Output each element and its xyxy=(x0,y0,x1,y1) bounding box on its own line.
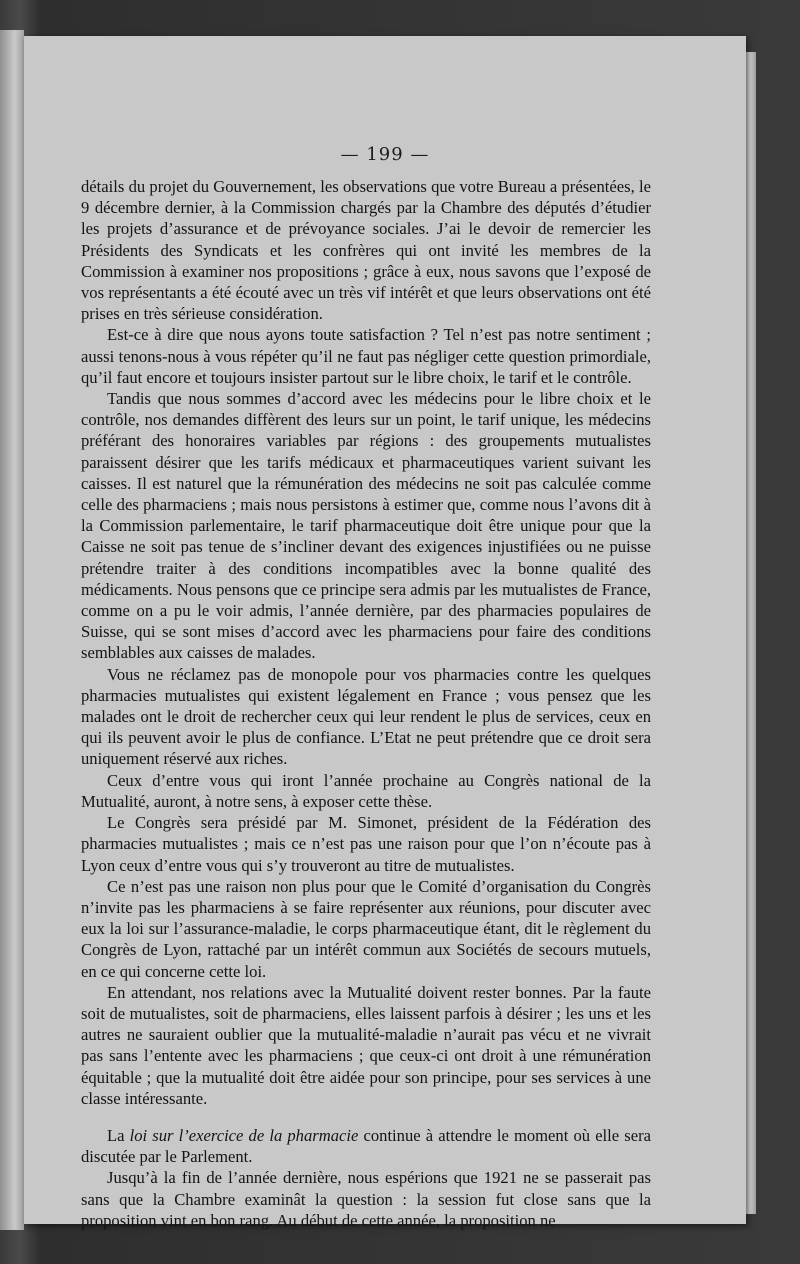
law-title-italic: loi sur l’exercice de la pharmacie xyxy=(129,1125,359,1145)
text-run: continue à attendre le moment où elle sera discutée par le Parlement. xyxy=(81,1125,651,1167)
paragraph: détails du projet du Gouvernement, les observations que votre Bureau a présentées, le 9 décembre dernier, à la Commission chargés par la Chambre des députés d’étudier les projets d’assurance et de prévoyance sociales. J’ai le devoir de remercier les Présidents des Syndicats et les confrères qui ont invité les membres de la Commission à examiner nos propositions ; grâce à eux, nous savons que l’exposé de vos représentants a été écouté avec un très vif intérêt et que leurs observations ont été prises en très sérieuse considération. xyxy=(81,177,651,324)
paragraph: Ce n’est pas une raison non plus pour que le Comité d’organisation du Congrès n’invite pas les pharmaciens à se faire représenter aux réunions, pour discuter avec eux la loi sur l’assurance-maladie, le corps pharmaceutique étant, dit le règlement du Congrès de Lyon, rattaché par un intérêt commun aux Sociétés de secours mutuels, en ce qui concerne cette loi. xyxy=(81,876,651,981)
facing-page-edge xyxy=(0,30,24,1230)
paragraph: Le Congrès sera présidé par M. Simonet, président de la Fédération des pharmacies mutualistes ; mais ce n’est pas une raison pour que l’on n’écoute pas à Lyon ceux d’entre vous qui s’y trouveront au titre de mutualistes. xyxy=(81,813,651,875)
paragraph: En attendant, nos relations avec la Mutualité doivent rester bonnes. Par la faute soit de mutualistes, soit de pharmaciens, elles laissent parfois à désirer ; les uns et les autres ne sauraient oublier que la mutualité-maladie n’aurait pas vécu et ne vivrait pas sans l’entente avec les pharmaciens ; que ceux-ci ont droit à une rémunération équitable ; que la mutualité doit être aidée pour son principe, pour ses services à une classe intéressante. xyxy=(81,982,651,1108)
body-text xyxy=(81,176,651,1231)
text-run: La xyxy=(107,1125,130,1145)
paragraph: Ceux d’entre vous qui iront l’année prochaine au Congrès national de la Mutualité, auront, à notre sens, à exposer cette thèse. xyxy=(81,770,651,811)
paragraph: Est-ce à dire que nous ayons toute satisfaction ? Tel n’est pas notre sentiment ; aussi tenons-nous à vous répéter qu’il ne faut pas négliger cette question primordiale, qu’il faut encore et toujours insister partout sur le libre choix, le tarif et le contrôle. xyxy=(81,325,651,387)
book-page xyxy=(24,36,746,1230)
page-number: — 199 — xyxy=(340,144,430,165)
paragraph: Tandis que nous sommes d’accord avec les médecins pour le libre choix et le contrôle, nos demandes diffèrent des leurs sur un point, le tarif unique, les médecins préférant des honoraires variables par régions : des groupements mutualistes paraissent désirer que les tarifs médicaux et pharmaceutiques varient suivant les caisses. Il est naturel que la rémunération des médecins ne soit pas calculée comme celle des pharmaciens ; mais nous persistons à estimer que, comme nous l’avons dit à la Commission parlementaire, le tarif pharmaceutique doit être unique pour que la Caisse ne soit pas tenue de s’incliner devant des exigences injustifiées ou ne puisse prétendre traiter à des conditions incompatibles avec la bonne qualité des médicaments. Nous pensons que ce principe sera admis par les mutualistes de France, comme on a pu le voir admis, l’année dernière, par des pharmacies populaires de Suisse, qui se sont mises d’accord avec les pharmaciens pour faire des conditions semblables aux caisses de malades. xyxy=(81,389,651,663)
paragraph: Jusqu’à la fin de l’année dernière, nous espérions que 1921 ne se passerait pas sans que la Chambre examinât la question : la session fut close sans que la proposition vint en bon rang. Au début de cette année, la proposition ne xyxy=(81,1168,651,1230)
paragraph: Vous ne réclamez pas de monopole pour vos pharmacies contre les quelques pharmacies mutualistes qui existent légalement en France ; vous pensez que les malades ont le droit de rechercher ceux qui leur rendent le plus de services, ceux en qui ils peuvent avoir le plus de confiance. L’Etat ne peut prétendre que ce droit sera uniquement réservé aux riches. xyxy=(81,664,651,769)
paragraph-loi xyxy=(81,1125,651,1167)
